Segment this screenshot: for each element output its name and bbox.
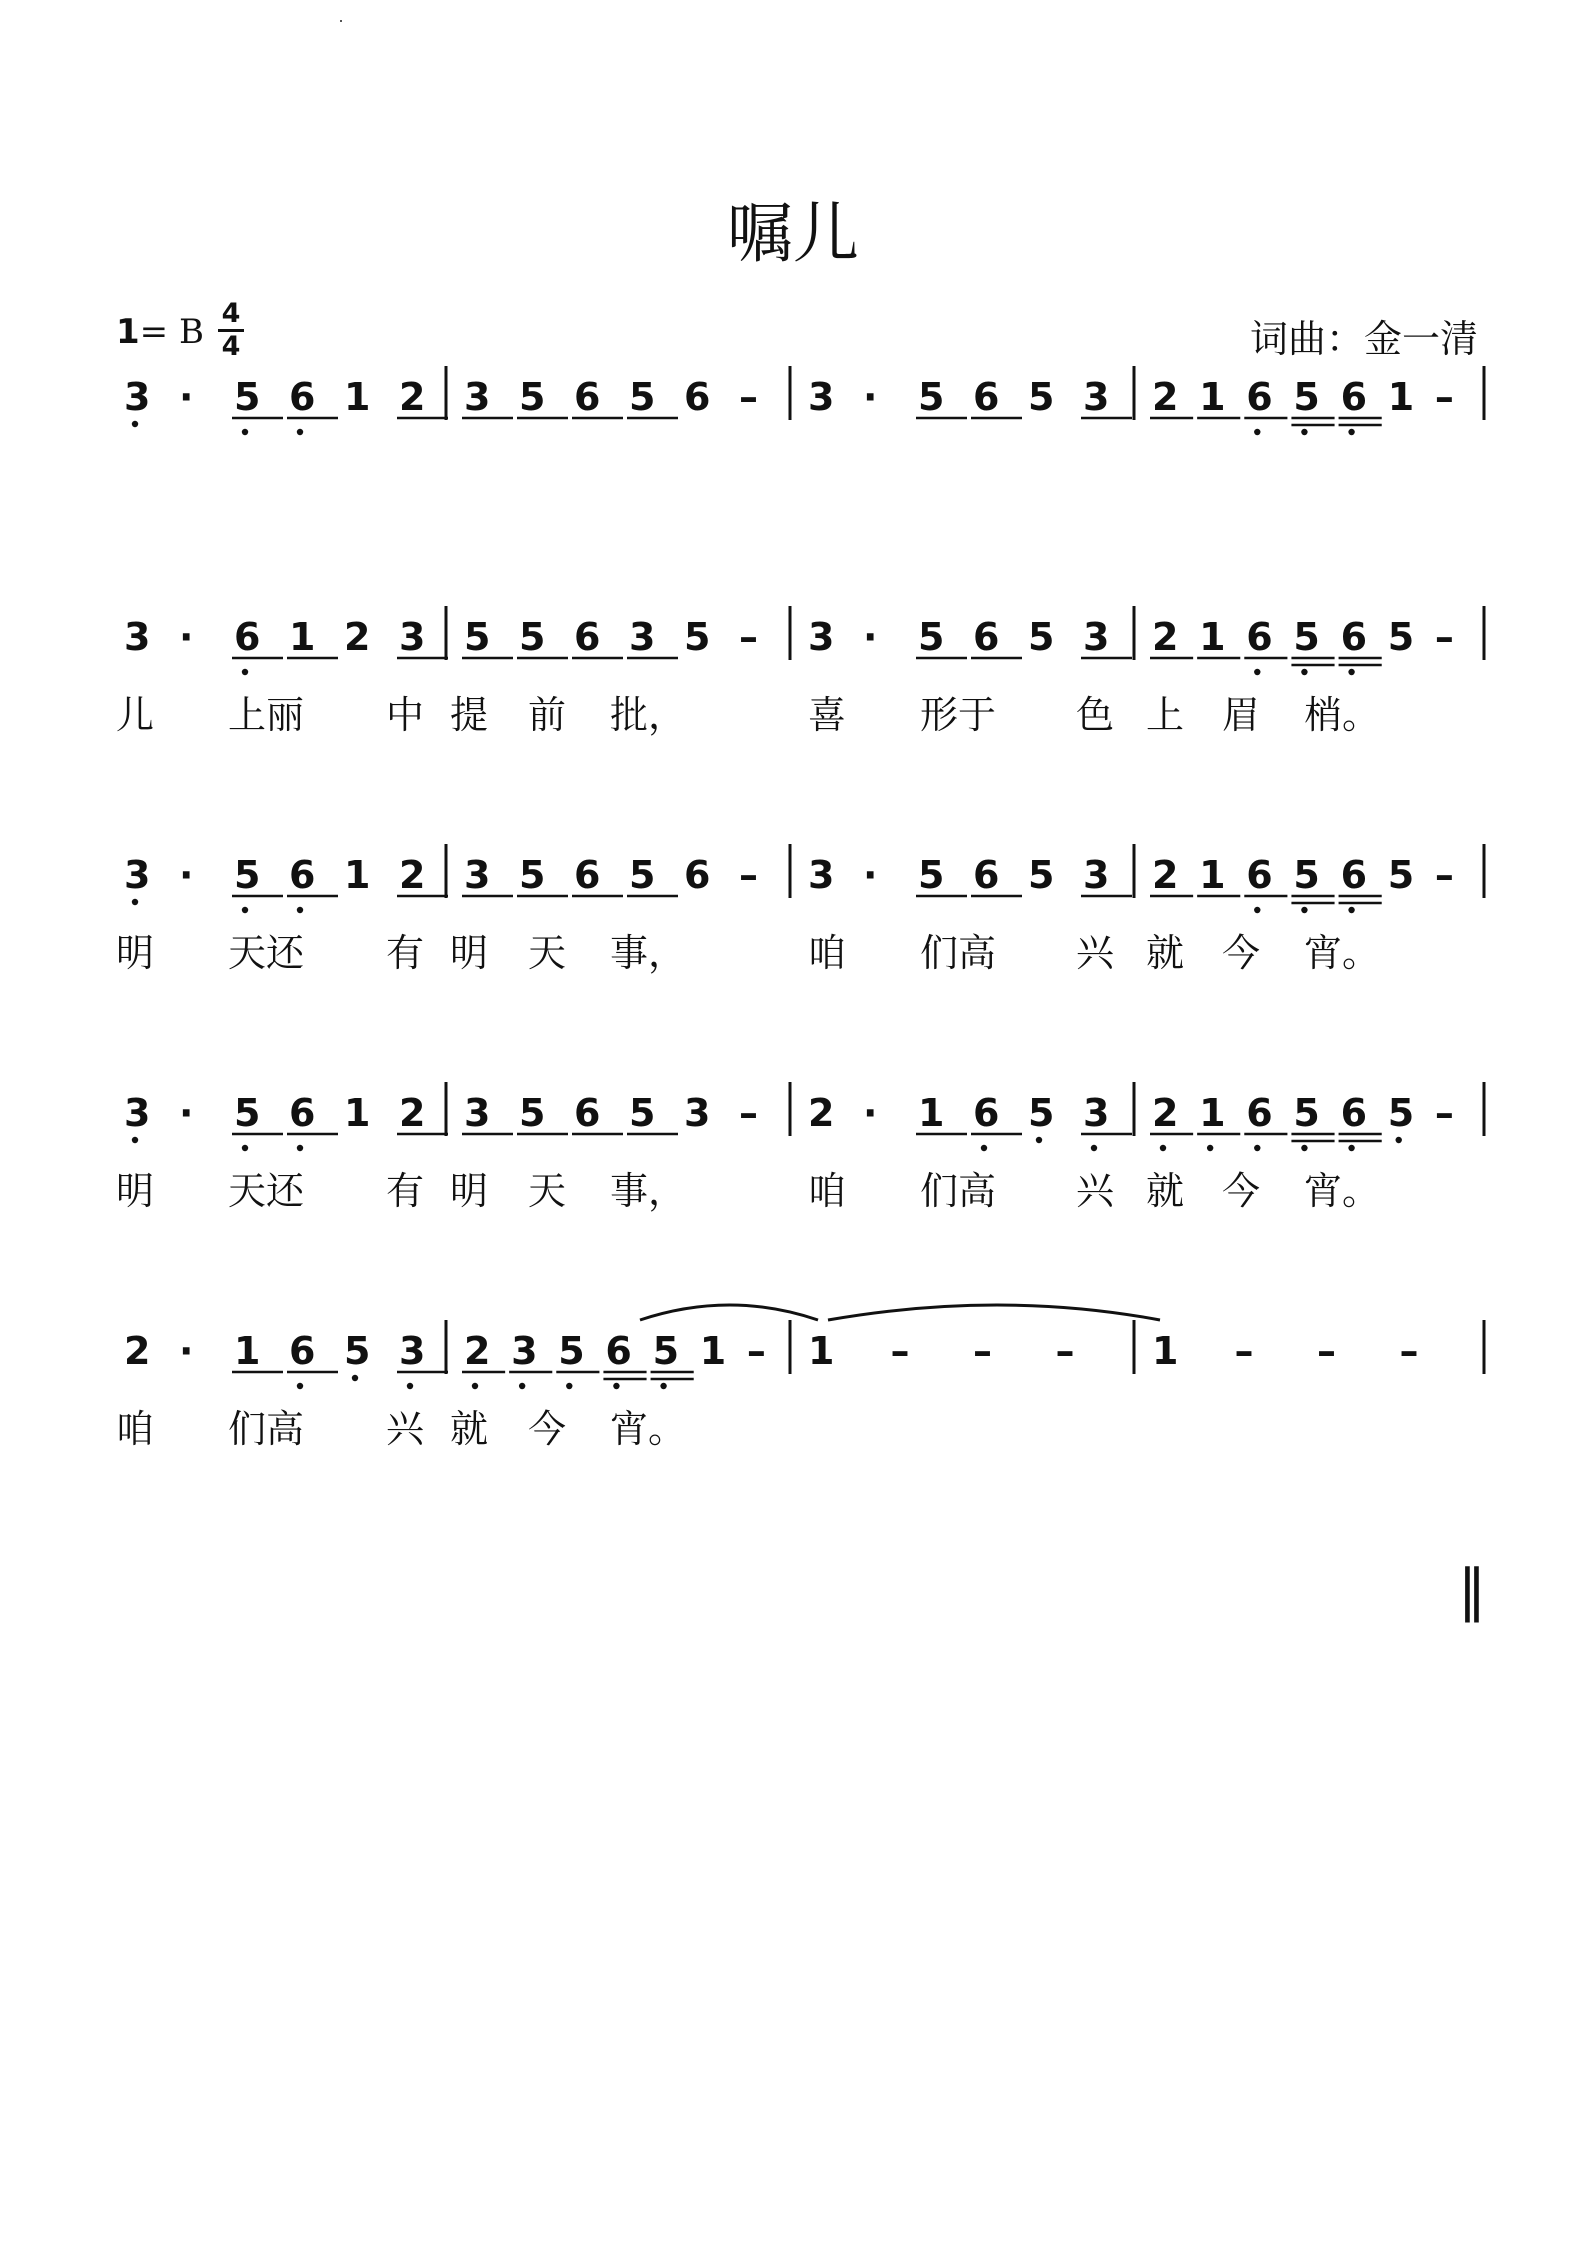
note: 1 [918,1091,945,1135]
note: 5 [1293,1091,1320,1135]
lyric-word: 前 [528,693,567,737]
note: 5 [519,615,546,659]
key-text: = B [139,312,204,352]
note: 5 [1028,853,1055,897]
note: 5 [464,615,491,659]
note: 5 [918,615,945,659]
note: 6 [684,375,711,419]
lyric-word: 上 [1146,693,1185,737]
note: 5 [629,1091,656,1135]
lyric-word: 宵。 [1304,1169,1381,1213]
lyric-word: 今 [1222,1169,1261,1213]
note: 1 [808,1329,835,1373]
meter-top: 4 [221,298,241,329]
note: 3 [1083,853,1110,897]
low-octave-dot [242,907,248,913]
low-octave-dot [297,1145,303,1151]
lyric-word: 眉 [1222,693,1261,737]
lyric-word: 们高 [228,1407,305,1451]
note: – [1434,375,1454,419]
low-octave-dot [242,429,248,435]
low-octave-dot [1348,669,1354,675]
low-octave-dot [1160,1145,1166,1151]
note: 1 [1199,1091,1226,1135]
low-octave-dot [1348,429,1354,435]
lyric-word: 事， [610,1169,687,1213]
lyric-word: 天还 [228,931,305,975]
lyric-word: 咱 [808,1169,847,1213]
low-octave-dot [1396,1137,1402,1143]
low-octave-dot [1091,1145,1097,1151]
low-octave-dot [1207,1145,1213,1151]
note: 3 [1083,615,1110,659]
note: 2 [344,615,371,659]
low-octave-dot [1348,907,1354,913]
note: 5 [1293,853,1320,897]
lyric-word: 喜 [808,693,847,737]
note: 2 [1152,853,1179,897]
note: · [863,615,878,659]
note: – [890,1329,910,1373]
note: · [179,853,194,897]
note: 6 [289,375,316,419]
note: 3 [464,1091,491,1135]
note: 5 [1028,1091,1055,1135]
note: 6 [1340,853,1368,897]
lyric-word: 儿 [116,693,155,737]
note: 5 [234,1091,261,1135]
tie-arc [828,1305,1160,1320]
low-octave-dot [407,1383,413,1389]
note: 5 [629,853,656,897]
note: 5 [1028,375,1055,419]
note: 1 [344,853,371,897]
note: 1 [344,375,371,419]
note: 6 [973,853,1000,897]
note: 1 [699,1329,727,1373]
lyric-word: 色 [1076,693,1115,737]
note: 6 [973,375,1000,419]
note: · [179,615,194,659]
note: 3 [808,375,835,419]
note: 5 [918,375,945,419]
lyric-word: 明 [116,931,155,975]
note: 5 [1293,375,1320,419]
note: 1 [344,1091,371,1135]
lyric-word: 们高 [920,931,997,975]
note: – [1399,1329,1419,1373]
note: 6 [1246,375,1273,419]
lyric-word: 中 [386,693,425,737]
note: 3 [124,615,151,659]
note: 5 [1387,1091,1415,1135]
note: · [179,1091,194,1135]
note: – [1434,1091,1454,1135]
note: 5 [629,375,656,419]
note: 3 [1083,1091,1110,1135]
note: 6 [1340,375,1368,419]
low-octave-dot [297,429,303,435]
low-octave-dot [1254,907,1260,913]
note: 6 [574,853,601,897]
note: · [179,375,194,419]
note: 3 [124,853,151,897]
note: · [863,853,878,897]
note: 2 [399,1091,426,1135]
note: 6 [973,1091,1000,1135]
low-octave-dot [1301,907,1307,913]
key-tonic: 1 [116,312,140,352]
lyric-word: 兴 [1076,931,1115,975]
low-octave-dot [132,1137,138,1143]
note: · [179,1329,194,1373]
note: 2 [1152,1091,1179,1135]
note: 6 [289,853,316,897]
lyric-word: 有 [386,1169,425,1213]
note: 5 [234,375,261,419]
note: 5 [1293,615,1320,659]
note: 3 [684,1091,711,1135]
note: 6 [1246,1091,1273,1135]
note: 5 [1387,615,1415,659]
low-octave-dot [1301,669,1307,675]
note: 3 [1083,375,1110,419]
low-octave-dot [472,1383,478,1389]
note: – [1434,853,1454,897]
song-title: 嘱儿 [727,195,859,272]
low-octave-dot [613,1383,619,1389]
lyric-word: 事， [610,931,687,975]
lyric-word: 梢。 [1304,693,1381,737]
note: 2 [464,1329,491,1373]
lyric-word: 宵。 [1304,931,1381,975]
note: 6 [574,615,601,659]
low-octave-dot [519,1383,525,1389]
final-barline: ‖ [1458,1558,1486,1623]
note: 1 [1199,853,1226,897]
note: 1 [289,615,316,659]
note: – [1234,1329,1254,1373]
lyric-word: 们高 [920,1169,997,1213]
note: 1 [1199,375,1226,419]
note: 1 [1199,615,1226,659]
note: 3 [399,615,426,659]
note: – [739,615,758,659]
low-octave-dot [297,907,303,913]
note: · [863,375,878,419]
low-octave-dot [242,1145,248,1151]
low-octave-dot [1301,1145,1307,1151]
note: – [739,853,758,897]
note: 5 [652,1329,680,1373]
low-octave-dot [242,669,248,675]
low-octave-dot [566,1383,572,1389]
note: – [1434,615,1454,659]
note: 2 [1152,615,1179,659]
low-octave-dot [981,1145,987,1151]
low-octave-dot [352,1375,358,1381]
low-octave-dot [1348,1145,1354,1151]
low-octave-dot [1254,429,1260,435]
note: 2 [1152,375,1179,419]
lyric-word: 咱 [808,931,847,975]
lyric-word: 批， [610,693,687,737]
lyric-word: 今 [1222,931,1261,975]
note: 6 [1246,853,1273,897]
lyric-word: 明 [450,931,489,975]
note: – [1055,1329,1075,1373]
meter-bottom: 4 [221,331,241,362]
note: 3 [808,853,835,897]
lyric-word: 提 [450,693,489,737]
note: 6 [574,1091,601,1135]
note: 3 [399,1329,426,1373]
note: 6 [234,615,261,659]
note: – [746,1329,766,1373]
note: 3 [629,615,656,659]
note: 5 [558,1329,585,1373]
low-octave-dot [1036,1137,1042,1143]
note: 5 [519,375,546,419]
note: 5 [684,615,711,659]
note: 5 [519,853,546,897]
lyric-word: 宵。 [610,1407,687,1451]
lyricist-composer-credit: 词曲：金一清 [1249,317,1478,361]
note: 2 [399,375,426,419]
note: 2 [399,853,426,897]
low-octave-dot [660,1383,666,1389]
lyric-word: 明 [116,1169,155,1213]
note: 5 [344,1329,371,1373]
note: 3 [464,375,491,419]
low-octave-dot [297,1383,303,1389]
note: 6 [289,1329,316,1373]
note: 5 [918,853,945,897]
note: 2 [124,1329,151,1373]
low-octave-dot [132,899,138,905]
lyric-word: 就 [450,1407,489,1451]
note: 2 [808,1091,835,1135]
note: 3 [808,615,835,659]
note: – [739,1091,758,1135]
low-octave-dot [1254,669,1260,675]
note: 6 [289,1091,316,1135]
note: 6 [973,615,1000,659]
lyric-word: 天 [528,931,567,975]
note: 3 [511,1329,538,1373]
lyric-word: 上丽 [228,693,305,737]
lyric-word: 天 [528,1169,567,1213]
note: 6 [1340,615,1368,659]
note: 3 [124,375,151,419]
note: 5 [234,853,261,897]
lyric-word: 形于 [920,693,997,737]
note: 6 [605,1329,632,1373]
lyric-word: 就 [1146,931,1185,975]
low-octave-dot [132,421,138,427]
note: 5 [1028,615,1055,659]
note: 5 [1387,853,1415,897]
lyric-word: 明 [450,1169,489,1213]
note: – [973,1329,992,1373]
note: 3 [464,853,491,897]
lyric-word: 天还 [228,1169,305,1213]
tie-arc [640,1305,818,1320]
lyric-word: 今 [528,1407,567,1451]
note: 3 [124,1091,151,1135]
note: 6 [1246,615,1273,659]
note: 1 [234,1329,261,1373]
low-octave-dot [1254,1145,1260,1151]
lyric-word: 兴 [1076,1169,1115,1213]
note: 6 [574,375,601,419]
lyric-word: 有 [386,931,425,975]
note: – [739,375,758,419]
note: 1 [1387,375,1415,419]
lyric-word: 兴 [386,1407,425,1451]
low-octave-dot [1301,429,1307,435]
note: · [863,1091,878,1135]
lyric-word: 就 [1146,1169,1185,1213]
note: – [1317,1329,1336,1373]
lyric-word: 咱 [116,1407,155,1451]
note: 1 [1152,1329,1179,1373]
note: 5 [519,1091,546,1135]
note: 6 [1340,1091,1368,1135]
note: 6 [684,853,711,897]
